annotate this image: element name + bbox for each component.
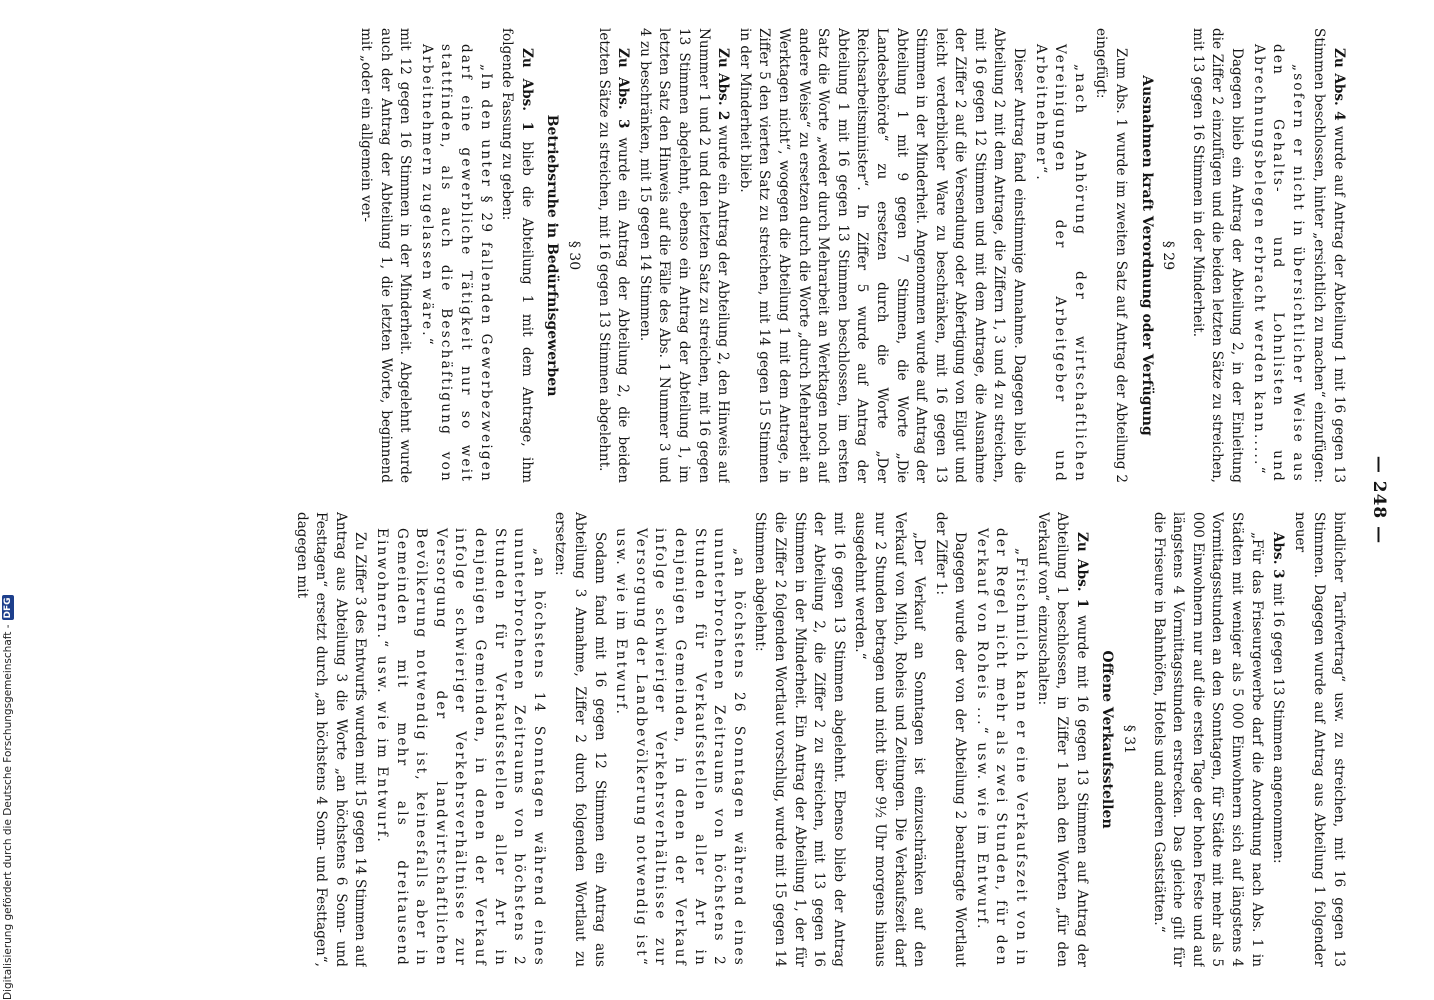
right-column: [68, 512, 1348, 967]
quote: „In den unter § 29 fallenden Gewerbezweigen darf eine gewerbliche Tätigkeit nur so weit stattfinden, als auch die Beschäftigung von Arbeitnehmern zugelassen wäre.“: [418, 44, 494, 483]
paragraph: Zu Abs. 1 blieb die Abteilung 1 mit dem Antrage, ihm folgende Fassung zu geben:: [499, 28, 535, 483]
quote: „sofern er nicht in übersichtlicher Weise aus den Gehalts- und Lohnlisten und Abrechnungsbelegen erbracht werden kann.....“: [1250, 44, 1306, 483]
page-number: — 248 —: [1369, 455, 1389, 545]
paragraph-lead: Zu Abs. 1: [518, 48, 535, 132]
paragraph: Dagegen wurde der von der Abteilung 2 beantragte Wortlaut der Ziffer 1:: [932, 512, 969, 967]
paragraph-lead: Abs. 3: [1270, 532, 1287, 579]
paragraph: Zu Abs. 1 wurde mit 16 gegen 13 Stimmen auf Antrag der Abteilung 1 beschlossen, in Ziffer 1 nach den Worten „für den Verkauf von“ einzuschalten:: [1034, 512, 1090, 967]
rotated-document-sheet: [40, 20, 1400, 980]
paragraph-lead: Zu Abs. 4: [1331, 48, 1347, 121]
quote: „an höchstens 26 Sonntagen während eines ununterbrochenen Zeitraums von höchstens 2 Stunden für Verkaufsstellen aller Art in denjenigen Gemeinden, in denen der Verkauf infolge schwieriger Verkehrsverhältnisse zur Versorgung der Landbevölkerung notwendig ist“ usw. wie im Entwurf.: [613, 528, 747, 967]
dfg-logo: DFG: [3, 597, 13, 619]
digitization-footer: [0, 0, 16, 1000]
paragraph: Zum Abs. 1 wurde im zweiten Satz auf Antrag der Abteilung 2 eingefügt:: [1093, 28, 1130, 483]
paragraph: Zu Abs. 3 wurde ein Antrag der Abteilung 2, die beiden letzten Sätze zu streichen, mit 16 gegen 13 Stimmen abgelehnt.: [595, 28, 632, 483]
quote: „an höchstens 14 Sonntagen während eines ununterbrochenen Zeitraums von höchstens 2 Stunden für Verkaufsstellen aller Art in denjenigen Gemeinden, in denen der Verkauf infolge schwieriger Verkehrsverhältnisse zur Versorgung der landwirtschaftlichen Bevölkerung notwendig ist, keinesfalls aber in Gemeinden mit mehr als dreitausend Einwohnern.“ usw. wie im Entwurf.: [374, 528, 547, 967]
quote: „Der Verkauf an Sonntagen ist einzuschränken auf den Verkauf von Milch, Roheis und Zeitungen. Die Verkaufszeit darf nur 2 Stunden betragen und nicht über 9½ Uhr morgens hinaus ausgedehnt werden.“: [852, 512, 928, 967]
quote: „Frischmilch kann er eine Verkaufszeit von in der Regel nicht mehr als zwei Stunden, für den Verkauf von Roheis ...“ usw. wie im Entwurf.: [973, 528, 1030, 967]
section-heading: Betriebsruhe in Bedürfnisgewerben: [544, 114, 561, 397]
paragraph: bindlicher Tarifvertrag“ usw. zu streichen, mit 16 gegen 13 Stimmen. Dagegen wurde auf Antrag aus Abteilung 1 folgender neuer: [1291, 512, 1347, 967]
footer-text: Digitalisierung gefördert durch die Deutsche Forschungsgemeinschaft -: [2, 624, 14, 1000]
section-number: § 31: [1121, 724, 1138, 755]
paragraph: mit 12 gegen 16 Stimmen in der Minderheit. Abgelehnt wurde auch der Antrag der Abteilung 1, die letzten Worte, beginnend mit „oder ein allgemein ver-: [358, 28, 414, 483]
paragraph-lead: Zu Abs. 2: [715, 48, 732, 121]
paragraph: Zu Abs. 2 wurde ein Antrag der Abteilung 2, den Hinweis auf Nummer 1 und 2 und den letzten Satz zu streichen, mit 16 gegen 13 Stimmen abgelehnt, ebenso ein Antrag der Abteilung 1, im letzten Satz den Hinweis auf die Fälle des Abs. 1 Nummer 3 und 4 zu beschränken, mit 15 gegen 14 Stimmen.: [636, 28, 732, 483]
left-column: [68, 28, 1348, 483]
paragraph: mit 16 gegen 13 Stimmen abgelehnt. Ebenso blieb der Antrag der Abteilung 2, die Ziffer 2 zu streichen, mit 13 gegen 16 Stimmen in der Minderheit. Ein Antrag der Abteilung 1, der für die Ziffer 2 folgenden Wortlaut vorschlug, wurde mit 15 gegen 14 Stimmen abgelehnt:: [752, 512, 847, 967]
section-number: § 30: [566, 240, 583, 271]
paragraph: Zu Ziffer 3 des Entwurfs wurden mit 15 gegen 14 Stimmen auf Antrag aus Abteilung 3 die Worte „an höchstens 6 Sonn- und Festtagen“ ersetzt durch „an höchstens 4 Sonn- und Festtagen“, dagegen mit: [293, 512, 369, 967]
section-number: § 29: [1160, 240, 1177, 271]
quote: „nach Anhörung der wirtschaftlichen Vereinigungen der Arbeitgeber und Arbeitnehmer“.: [1032, 44, 1088, 483]
quote: „Für das Friseurgewerbe darf die Anordnung nach Abs. 1 in Städten mit weniger als 5 000 Einwohnern sich auf längstens 4 Vormittagsstunden an den Sonntagen, für Städte mit mehr als 5 000 Einwohnern nur auf die ersten Tage der hohen Feste und auf längstens 4 Vormittagsstunden erstrecken. Das gleiche gilt für die Friseure in Bahnhöfen, Hotels und anderen Gaststätten.“: [1150, 512, 1265, 967]
paragraph: Abs. 3 mit 16 gegen 13 Stimmen angenommen:: [1270, 532, 1287, 864]
paragraph: Dagegen blieb ein Antrag der Abteilung 2, in der Einleitung die Ziffer 2 einzufügen und die beiden letzten Sätze zu streichen, mit 13 gegen 16 Stimmen in der Minderheit.: [1189, 28, 1246, 483]
section-heading: Ausnahmen kraft Verordnung oder Verfügung: [1138, 75, 1155, 436]
paragraph-lead: Zu Abs. 3: [615, 48, 632, 129]
paragraph-lead: Zu Abs. 1: [1073, 532, 1090, 609]
section-heading: Offene Verkaufsstellen: [1099, 650, 1116, 829]
paragraph: Dieser Antrag fand einstimmige Annahme. Dagegen blieb die Abteilung 2 mit dem Antrage, die Ziffern 1, 3 und 4 zu streichen, mit 16 gegen 12 Stimmen und mit dem Antrage, die Ausnahme der Ziffer 2 auf die Versendung oder Abfertigung von Eilgut und leicht verderblicher Ware zu beschränken, mit 16 gegen 13 Stimmen in der Minderheit. Angenommen wurde auf Antrag der Abteilung 1 mit 9 gegen 7 Stimmen, die Worte „Die Landesbehörde“ zu ersetzen durch die Worte „Der Reichsarbeitsminister“. In Ziffer 5 wurde auf Antrag der Abteilung 1 mit 16 gegen 13 Stimmen beschlossen, im ersten Satz die Worte „weder durch Mehrarbeit an Werktagen noch auf andere Weise“ zu ersetzen durch die Worte „durch Mehrarbeit an Werktagen nicht“, wogegen die Abteilung 1 mit dem Antrage, in Ziffer 5 den vierten Satz zu streichen, mit 14 gegen 15 Stimmen in der Minderheit blieb.: [736, 28, 1028, 483]
paragraph: Sodann fand mit 16 gegen 12 Stimmen ein Antrag aus Abteilung 3 Annahme, Ziffer 2 durch folgenden Wortlaut zu ersetzen:: [552, 512, 608, 967]
paragraph: Zu Abs. 4 wurde auf Antrag der Abteilung 1 mit 16 gegen 13 Stimmen beschlossen, hinter „ersichtlich zu machen“ einzufügen:: [1311, 28, 1347, 483]
